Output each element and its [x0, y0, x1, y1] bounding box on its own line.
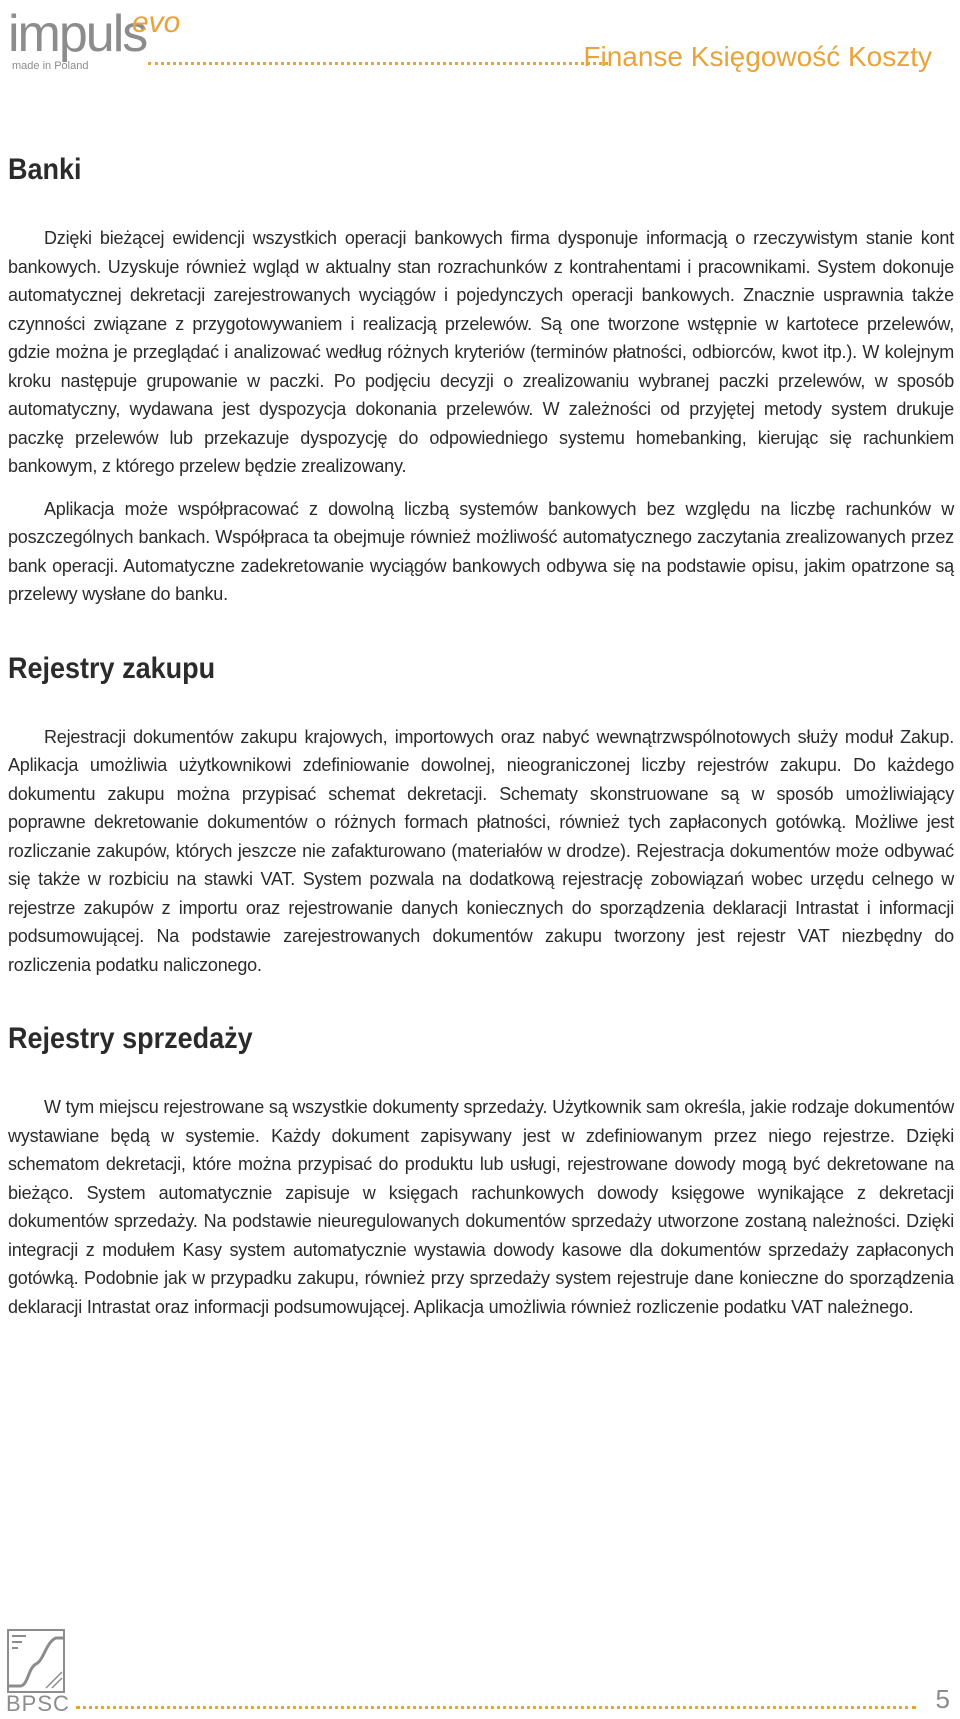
heading-banki: Banki [8, 153, 82, 186]
logo-evo-text: evo [132, 6, 181, 39]
paragraph-banki-1: Dzięki bieżącej ewidencji wszystkich operacji bankowych firma dysponuje informacją o rzeczywistym stanie kont bankowych. Uzyskuje również wgląd w aktualny stan rozrachunków z kontrahentami i pracownikami. System dokonuje automatycznej dekretacji zarejestrowanych wyciągów i pojedynczych operacji bankowych. Znacznie usprawnia także czynności związane z przygotowywaniem i realizacją przelewów. Są one tworzone wstępnie w kartotece przelewów, gdzie można je przeglądać i analizować według różnych kryteriów (terminów płatności, odbiorców, kwot itp.). W kolejnym kroku następuje grupowanie w paczki. Po podjęciu decyzji o zrealizowaniu wybranej paczki przelewów, w sposób automatyczny, wydawana jest dyspozycja dokonania przelewów. W zależności od przyjętej metody system drukuje paczkę przelewów lub przekazuje dyspozycję do odpowiedniego systemu homebanking, kierując się rachunkiem bankowym, z którego przelew będzie zrealizowany. [8, 228, 954, 476]
heading-rejestry-sprzedazy: Rejestry sprzedaży [8, 1022, 253, 1055]
paragraph-rejestry-zakupu: Rejestracji dokumentów zakupu krajowych, importowych oraz nabyć wewnątrzwspólnotowych służy moduł Zakup. Aplikacja umożliwia użytkownikowi zdefiniowanie dowolnej, nieograniczonej liczby rejestrów zakupu. Do każdego dokumentu zakupu można przypisać schemat dekretacji. Schematy skonstruowane są w sposób umożliwiający poprawne dekretowanie dokumentów o różnych formach płatności, również tych zapłaconych gotówką. Możliwe jest rozliczanie zakupów, których jeszcze nie zafakturowano (materiałów w drodze). Rejestracja dokumentów może odbywać się także w rozbiciu na stawki VAT. System pozwala na dodatkową rejestrację zobowiązań wobec urzędu celnego w rejestrze zakupów z importu oraz rejestrowanie danych koniecznych do sporządzenia deklaracji Intrastat i informacji podsumowującej. Na podstawie zarejestrowanych dokumentów zakupu tworzony jest rejestr VAT niezbędny do rozliczenia podatku naliczonego. [8, 726, 954, 975]
bpsc-logo-text: BPSC [6, 1691, 70, 1716]
page-footer [0, 1620, 960, 1719]
heading-rejestry-zakupu: Rejestry zakupu [8, 651, 216, 685]
page-header [0, 0, 960, 80]
header-title: Finanse Księgowość Koszty [583, 41, 932, 72]
document-body [8, 150, 954, 1321]
paragraph-rejestry-sprzedazy: W tym miejscu rejestrowane są wszystkie dokumenty sprzedaży. Użytkownik sam określa, jakie rodzaje dokumentów wystawiane będą w systemie. Każdy dokument zapisywany jest w zdefiniowanym przez niego rejestrze. Dzięki schematom dekretacji, które można przypisać do produktu lub usługi, rejestrowane dowody mogą być dekretowane na bieżąco. System automatycznie zapisuje w księgach rachunkowych dowody księgowe wynikające z dekretacji dokumentów sprzedaży. Na podstawie nieuregulowanych dokumentów sprzedaży utworzone zostaną należności. Dzięki integracji z modułem Kasy system automatycznie wystawia dowody kasowe dla dokumentów sprzedaży zapłaconych gotówką. Podobnie jak w przypadku zakupu, również przy sprzedaży system rejestruje dane konieczne do sporządzenia deklaracji Intrastat oraz informacji podsumowującej. Aplikacja umożliwia również rozliczenie podatku VAT należnego. [8, 1097, 954, 1317]
section-rejestry-sprzedazy [8, 1019, 954, 1321]
section-rejestry-zakupu [8, 649, 954, 980]
footer-dotted-rule [76, 1706, 916, 1709]
section-banki [8, 150, 954, 609]
paragraph-banki-2: Aplikacja może współpracować z dowolną liczbą systemów bankowych bez względu na liczbę rachunków w poszczególnych bankach. Współpraca ta obejmuje również możliwość automatycznego zaczytania zrealizowanych przez bank operacji. Automatyczne zadekretowanie wyciągów bankowych odbywa się na podstawie opisu, jakim opatrzone są przelewy wysłane do banku. [8, 498, 954, 604]
logo-main-text: impuls [8, 5, 147, 63]
logo-tagline: made in Poland [12, 60, 89, 72]
page-number: 5 [935, 1684, 950, 1714]
header-dotted-rule [148, 62, 608, 65]
